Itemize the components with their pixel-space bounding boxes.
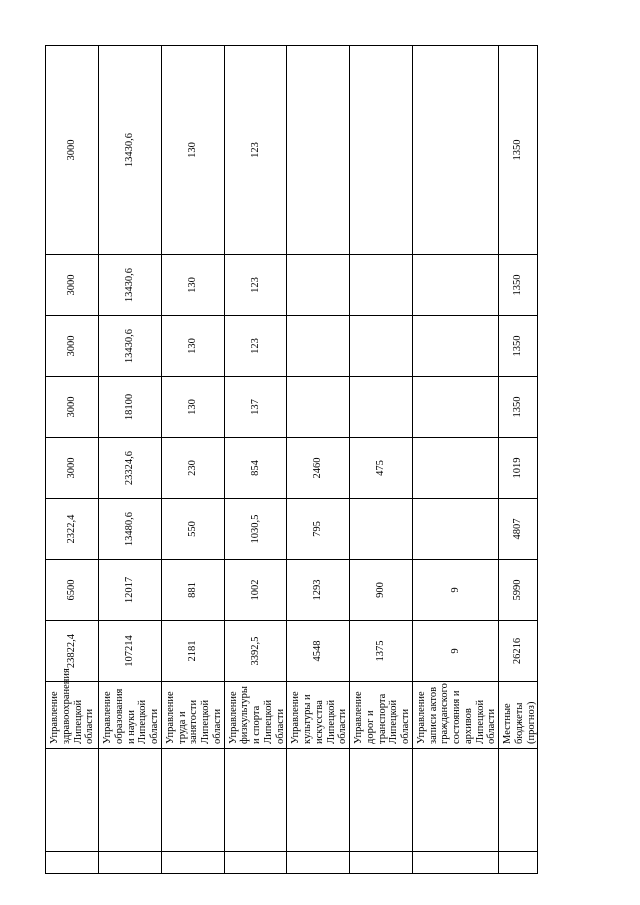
value-cell: 5990 <box>499 560 538 621</box>
value-cell <box>350 255 413 316</box>
empty-cell <box>350 852 413 874</box>
value-cell: 3000 <box>46 255 99 316</box>
value-cell: 2460 <box>287 438 350 499</box>
empty-cell <box>46 852 99 874</box>
budget-table <box>45 45 538 874</box>
value-cell: 9 <box>412 621 498 682</box>
value-cell: 1030,5 <box>224 499 287 560</box>
table-row <box>99 46 162 874</box>
value-cell: 230 <box>161 438 224 499</box>
empty-cell <box>224 852 287 874</box>
empty-cell <box>161 749 224 852</box>
value-cell: 3000 <box>46 438 99 499</box>
value-cell: 130 <box>161 255 224 316</box>
value-cell: 107214 <box>99 621 162 682</box>
value-cell: 4548 <box>287 621 350 682</box>
value-cell: 475 <box>350 438 413 499</box>
value-cell: 9 <box>412 560 498 621</box>
value-cell: 1019 <box>499 438 538 499</box>
table-row <box>499 46 538 874</box>
value-cell <box>412 316 498 377</box>
value-cell: 881 <box>161 560 224 621</box>
empty-cell <box>99 852 162 874</box>
value-cell <box>412 377 498 438</box>
value-cell <box>412 255 498 316</box>
value-cell: 2181 <box>161 621 224 682</box>
row-name-cell: Управление культуры и искусства Липецкой области <box>287 682 350 749</box>
value-cell: 1375 <box>350 621 413 682</box>
value-cell: 3392,5 <box>224 621 287 682</box>
empty-cell <box>161 852 224 874</box>
table-row <box>287 46 350 874</box>
value-cell: 23822,4 <box>46 621 99 682</box>
row-name-cell: Управление труда и занятости Липецкой области <box>161 682 224 749</box>
row-name-cell: Управление записи актов гражданского состояния и архивов Липецкой области <box>412 682 498 749</box>
value-cell <box>287 377 350 438</box>
value-cell: 123 <box>224 316 287 377</box>
value-cell: 18100 <box>99 377 162 438</box>
value-cell: 6500 <box>46 560 99 621</box>
value-cell: 3000 <box>46 377 99 438</box>
value-cell <box>287 316 350 377</box>
value-cell: 1350 <box>499 377 538 438</box>
value-cell: 130 <box>161 377 224 438</box>
rotated-table-container <box>45 45 537 874</box>
value-cell: 13480,6 <box>99 499 162 560</box>
value-cell: 3000 <box>46 316 99 377</box>
value-cell <box>287 255 350 316</box>
row-name-cell: Управление дорог и транспорта Липецкой области <box>350 682 413 749</box>
value-cell: 13430,6 <box>99 316 162 377</box>
value-cell: 4807 <box>499 499 538 560</box>
value-cell: 130 <box>161 316 224 377</box>
value-cell: 1350 <box>499 316 538 377</box>
value-cell: 137 <box>224 377 287 438</box>
value-cell: 1293 <box>287 560 350 621</box>
table-row <box>46 46 99 874</box>
value-cell: 2322,4 <box>46 499 99 560</box>
row-name-cell: Управление здравоохранения Липецкой области <box>46 682 99 749</box>
value-cell: 900 <box>350 560 413 621</box>
value-cell: 1350 <box>499 255 538 316</box>
value-cell <box>412 46 498 255</box>
row-name-cell: Управление физкультуры и спорта Липецкой области <box>224 682 287 749</box>
value-cell: 550 <box>161 499 224 560</box>
value-cell <box>412 438 498 499</box>
row-name-cell: Местные бюджеты (прогноз) <box>499 682 538 749</box>
value-cell: 13430,6 <box>99 46 162 255</box>
empty-cell <box>99 749 162 852</box>
empty-cell <box>499 749 538 852</box>
empty-cell <box>412 852 498 874</box>
table-row <box>350 46 413 874</box>
value-cell <box>287 46 350 255</box>
value-cell <box>350 499 413 560</box>
empty-cell <box>412 749 498 852</box>
value-cell <box>350 377 413 438</box>
empty-cell <box>350 749 413 852</box>
table-row <box>224 46 287 874</box>
value-cell: 795 <box>287 499 350 560</box>
value-cell <box>350 316 413 377</box>
value-cell: 26216 <box>499 621 538 682</box>
empty-cell <box>46 749 99 852</box>
value-cell: 23324,6 <box>99 438 162 499</box>
empty-cell <box>499 852 538 874</box>
value-cell: 1002 <box>224 560 287 621</box>
empty-cell <box>224 749 287 852</box>
value-cell <box>350 46 413 255</box>
value-cell: 123 <box>224 255 287 316</box>
value-cell: 12017 <box>99 560 162 621</box>
value-cell: 130 <box>161 46 224 255</box>
row-name-cell: Управление образования и науки Липецкой области <box>99 682 162 749</box>
value-cell: 1350 <box>499 46 538 255</box>
empty-cell <box>287 749 350 852</box>
value-cell: 854 <box>224 438 287 499</box>
value-cell <box>412 499 498 560</box>
value-cell: 3000 <box>46 46 99 255</box>
table-row <box>161 46 224 874</box>
value-cell: 123 <box>224 46 287 255</box>
table-row <box>412 46 498 874</box>
empty-cell <box>287 852 350 874</box>
value-cell: 13430,6 <box>99 255 162 316</box>
